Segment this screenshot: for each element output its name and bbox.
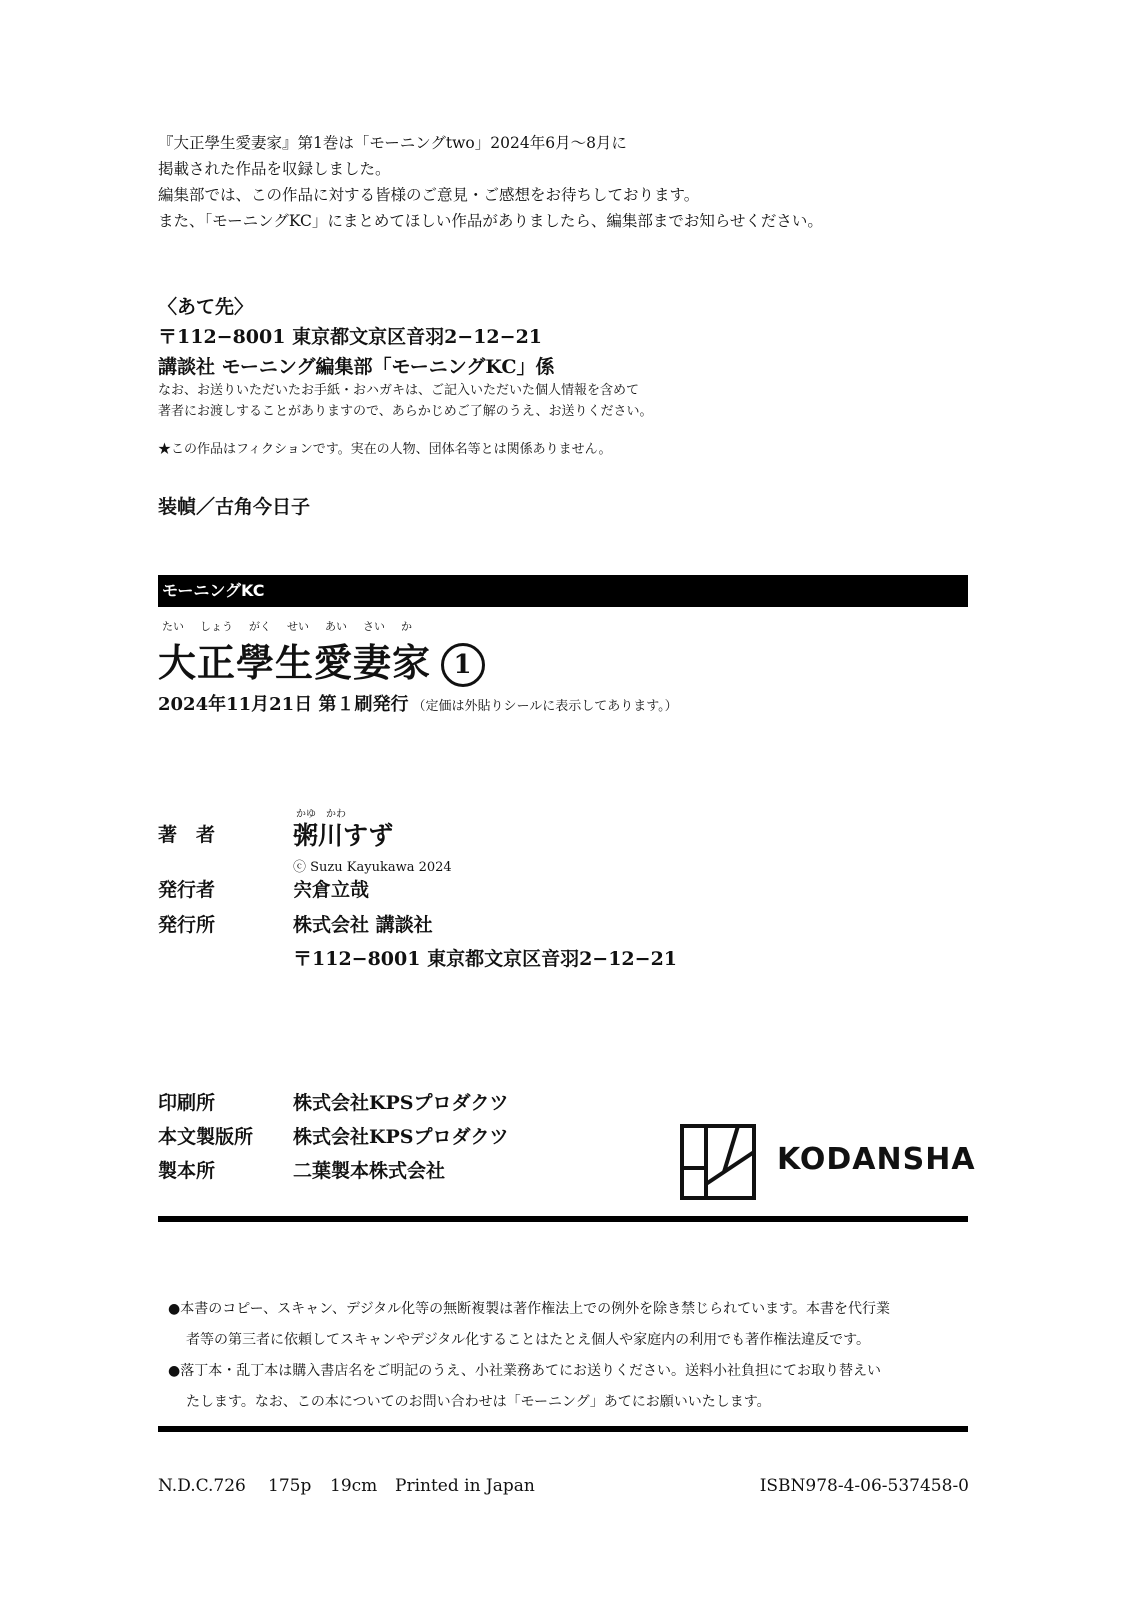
publisher-label: 発行所 [158,914,216,936]
ruby-char: かゆ [296,809,316,820]
kodansha-wordmark: KODANSHA [777,1142,976,1177]
kodansha-mark-icon [680,1124,756,1200]
text-plate-label: 本文製版所 [158,1126,254,1148]
note-line: ●落丁本・乱丁本は購入書店名をご明記のうえ、小社業務あてにお送りください。送料小社負担にてお取り替えい [168,1363,882,1379]
note-line: 者等の第三者に依頼してスキャンやデジタル化することはたとえ個人や家庭内の利用でも著作権法違反です。 [186,1332,871,1348]
ruby-char: たい [162,620,184,633]
ruby-char: か [401,620,412,633]
page-count: 175p [268,1476,312,1496]
binder: 二葉製本株式会社 [293,1160,446,1182]
text-plate: 株式会社KPSプロダクツ [293,1126,509,1148]
ruby-char: せい [287,620,309,633]
kodansha-logo [680,1124,976,1200]
design-credit: 装幀／古角今日子 [158,496,311,518]
divider [158,1216,968,1222]
intro-line: 編集部では、この作品に対する皆様のご意見・ご感想をお待ちしております。 [158,186,700,204]
ruby-char: かわ [326,809,346,820]
intro-line: また、「モーニングKC」にまとめてほしい作品がありましたら、編集部までお知らせください。 [158,212,823,230]
legal-notes [168,1294,890,1418]
mailing-address [158,292,554,382]
address-note-line: 著者にお渡しすることがありますので、あらかじめご了解のうえ、お送りください。 [158,404,653,419]
ruby-char: あい [325,620,347,633]
ndc-code: N.D.C.726 [158,1476,246,1496]
address-note [158,380,653,422]
fiction-disclaimer: ★この作品はフィクションです。実在の人物、団体名等とは関係ありません。 [158,442,612,457]
author-name: 粥川すず [293,821,394,850]
title-text: 大正學生愛妻家 [158,640,432,685]
printer: 株式会社KPSプロダクツ [293,1092,509,1114]
intro-line: 『大正學生愛妻家』第1巻は「モーニングtwo」2024年6月〜8月に [158,134,627,152]
isbn: ISBN978-4-06-537458-0 [759,1476,969,1496]
book-size: 19cm [330,1476,378,1496]
address-heading: 〈あて先〉 [158,296,254,318]
publisher-person-label: 発行者 [158,879,216,901]
address-postal: 〒112−8001 東京都文京区音羽2−12−21 [158,326,543,348]
copyright: ⓒ Suzu Kayukawa 2024 [293,860,452,875]
divider [158,1426,968,1432]
publication-date [158,690,678,716]
note-line: ●本書のコピー、スキャン、デジタル化等の無断複製は著作権法上での例外を除き禁じられています。本書を代行業 [168,1301,891,1317]
book-title [158,632,485,687]
binder-label: 製本所 [158,1160,216,1182]
ruby-char: さい [363,620,385,633]
intro-line: 掲載された作品を収録しました。 [158,160,391,178]
volume-number: 1 [441,643,485,687]
price-note: （定価は外貼りシールに表示してあります。） [412,699,678,714]
publisher-address: 〒112−8001 東京都文京区音羽2−12−21 [293,948,678,970]
intro-paragraph [158,130,823,234]
address-dept: 講談社 モーニング編集部「モーニングKC」係 [158,356,555,378]
printer-label: 印刷所 [158,1092,216,1114]
printed-in: Printed in Japan [395,1476,535,1496]
pub-date-text: 2024年11月21日 第１刷発行 [158,694,409,715]
series-label-bar: モーニングKC [158,575,968,607]
ruby-char: がく [249,620,271,633]
address-note-line: なお、お送りいただいたお手紙・おハガキは、ご記入いただいた個人情報を含めて [158,383,640,398]
note-line: たします。なお、この本についてのお問い合わせは「モーニング」あてにお願いいたします。 [186,1394,771,1410]
author-label: 著 者 [158,824,216,846]
publisher-person: 宍倉立哉 [293,879,370,901]
publisher: 株式会社 講談社 [293,914,433,936]
ruby-char: しょう [200,620,233,633]
